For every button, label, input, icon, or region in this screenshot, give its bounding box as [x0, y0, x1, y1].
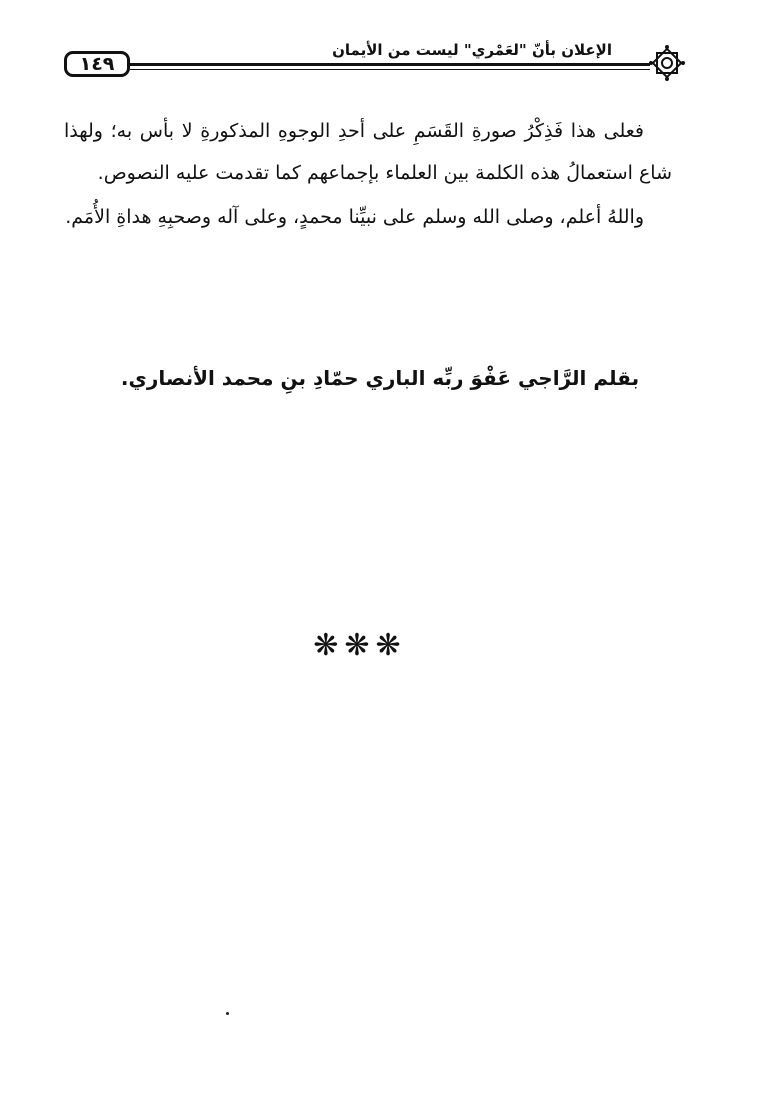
body-text — [64, 110, 672, 238]
header-rule — [130, 63, 650, 66]
author-signature: بقلم الرَّاجي عَفْوَ ربِّه الباري حمّادِ بنِ محمد الأنصاري. — [120, 366, 640, 390]
section-separator: ❋❋❋ — [313, 628, 407, 663]
header-rule-thin — [130, 69, 650, 70]
paragraph: واللهُ أعلم، وصلى الله وسلم على نبيِّنا محمدٍ، وعلى آله وصحبِهِ هداةِ الأُمَم. — [65, 206, 644, 228]
running-title: الإعلان بأنّ "لعَمْري" ليست من الأيمان — [326, 38, 618, 62]
page-header — [60, 38, 686, 94]
page-number: ١٤٩ — [64, 51, 130, 77]
print-speck — [226, 1012, 229, 1015]
rosette-ornament-icon — [648, 44, 686, 82]
paragraph: فعلى هذا فَذِكْرُ صورةِ القَسَمِ على أحدِ الوجوهِ المذكورةِ لا بأس به؛ ولهذا شاع استعمالُ هذه الكلمة بين العلماء بإجماعهم كما تقدمت عليه النصوص. — [64, 120, 672, 184]
